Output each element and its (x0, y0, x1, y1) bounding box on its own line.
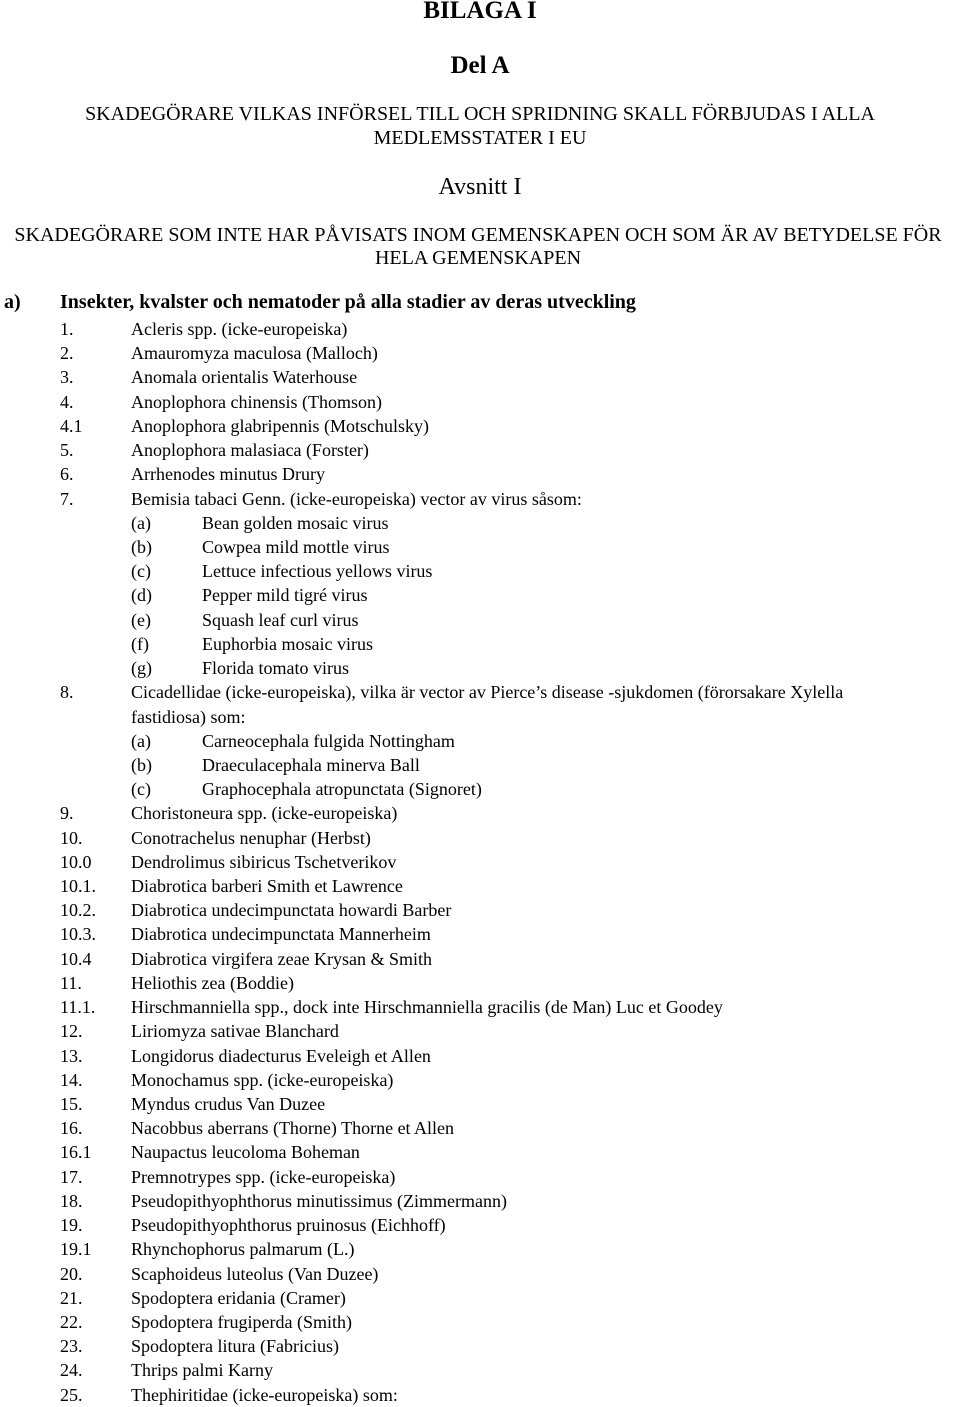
item-text: Anomala orientalis Waterhouse (131, 367, 358, 388)
list-item (0, 1044, 960, 1068)
list-item (0, 995, 960, 1019)
item-text: Florida tomato virus (202, 658, 349, 679)
item-number: 21. (60, 1287, 83, 1308)
list-item (0, 487, 960, 511)
group-marker: a) (4, 291, 21, 313)
list-item (0, 1286, 960, 1310)
item-number: 19.1 (60, 1239, 92, 1260)
item-number: (c) (131, 561, 151, 582)
section-heading-line: SKADEGÖRARE VILKAS INFÖRSEL TILL OCH SPRIDNING SKALL FÖRBJUDAS I ALLA (85, 103, 875, 125)
item-text: Bemisia tabaci Genn. (icke-europeiska) vector av virus såsom: (131, 488, 582, 509)
group-title: Insekter, kvalster och nematoder på alla stadier av deras utveckling (60, 291, 636, 313)
item-number: (a) (131, 512, 151, 533)
list-item (0, 438, 960, 462)
item-text: Cowpea mild mottle virus (202, 536, 390, 557)
list-item (0, 1383, 960, 1407)
part-title: Del A (450, 52, 510, 79)
item-text: Liriomyza sativae Blanchard (131, 1021, 339, 1042)
subsection-heading-line: HELA GEMENSKAPEN (374, 247, 582, 269)
item-text: Squash leaf curl virus (202, 609, 359, 630)
list-item (0, 1116, 960, 1140)
item-number: 23. (60, 1336, 83, 1357)
list-subitem (0, 583, 960, 607)
item-text: Anoplophora malasiaca (Forster) (131, 440, 369, 461)
list-item (0, 1310, 960, 1334)
item-text: Amauromyza maculosa (Malloch) (131, 343, 378, 364)
item-text: Spodoptera litura (Fabricius) (131, 1336, 339, 1357)
list-item (0, 317, 960, 341)
list-subitem (0, 511, 960, 535)
item-number: 10.3. (60, 924, 96, 945)
item-number: (d) (131, 585, 152, 606)
list-subitem (0, 535, 960, 559)
item-text: Thephiritidae (icke-europeiska) som: (131, 1384, 398, 1405)
list-subitem (0, 656, 960, 680)
item-text: fastidiosa) som: (131, 706, 246, 727)
pest-list (0, 317, 960, 1407)
item-text: Pseudopithyophthorus pruinosus (Eichhoff) (131, 1215, 446, 1236)
list-subitem (0, 753, 960, 777)
item-text: Bean golden mosaic virus (202, 512, 389, 533)
item-text: Euphorbia mosaic virus (202, 633, 373, 654)
item-text: Cicadellidae (icke-europeiska), vilka är vector av Pierce’s disease -sjukdomen (förorsakare Xylella (131, 682, 844, 703)
item-text: Heliothis zea (Boddie) (131, 972, 294, 993)
list-item (0, 365, 960, 389)
item-number: (f) (131, 633, 149, 654)
item-number: 10.0 (60, 851, 92, 872)
item-number: 10. (60, 827, 83, 848)
list-item-continuation (0, 705, 960, 729)
list-item (0, 1092, 960, 1116)
item-text: Pseudopithyophthorus minutissimus (Zimmermann) (131, 1190, 507, 1211)
item-number: (g) (131, 658, 152, 679)
list-item (0, 947, 960, 971)
list-subitem (0, 608, 960, 632)
item-number: 16. (60, 1118, 83, 1139)
item-number: 14. (60, 1069, 83, 1090)
item-number: (e) (131, 609, 151, 630)
item-number: 11. (60, 972, 82, 993)
item-number: 25. (60, 1384, 83, 1405)
list-item (0, 971, 960, 995)
item-text: Spodoptera eridania (Cramer) (131, 1287, 346, 1308)
item-number: 19. (60, 1215, 83, 1236)
item-text: Scaphoideus luteolus (Van Duzee) (131, 1263, 379, 1284)
list-item (0, 462, 960, 486)
subsection-heading (0, 224, 960, 270)
item-number: (c) (131, 779, 151, 800)
item-text: Premnotrypes spp. (icke-europeiska) (131, 1166, 396, 1187)
item-text: Nacobbus aberrans (Thorne) Thorne et Allen (131, 1118, 455, 1139)
item-number: 5. (60, 440, 74, 461)
list-item (0, 898, 960, 922)
item-number: 18. (60, 1190, 83, 1211)
item-number: 10.1. (60, 876, 96, 897)
list-item (0, 1334, 960, 1358)
item-text: Rhynchophorus palmarum (L.) (131, 1239, 355, 1260)
item-number: 6. (60, 464, 74, 485)
item-number: 17. (60, 1166, 83, 1187)
list-item (0, 414, 960, 438)
list-item (0, 390, 960, 414)
item-number: 12. (60, 1021, 83, 1042)
item-text: Myndus crudus Van Duzee (131, 1094, 326, 1114)
item-number: 9. (60, 803, 74, 824)
list-item (0, 1165, 960, 1189)
item-text: Anoplophora chinensis (Thomson) (131, 391, 382, 412)
section-heading-line: MEDLEMSSTATER I EU (373, 127, 587, 149)
item-number: 24. (60, 1360, 83, 1381)
item-number: 13. (60, 1045, 83, 1066)
list-subitem (0, 632, 960, 656)
list-item (0, 1189, 960, 1213)
item-text: Graphocephala atropunctata (Signoret) (202, 779, 482, 800)
item-number: 8. (60, 682, 74, 703)
list-item (0, 801, 960, 825)
list-item (0, 341, 960, 365)
item-text: Draeculacephala minerva Ball (202, 754, 420, 775)
item-number: 7. (60, 488, 74, 509)
item-number: 20. (60, 1263, 83, 1284)
list-subitem (0, 729, 960, 753)
list-item (0, 1019, 960, 1043)
list-item (0, 1068, 960, 1092)
item-number: 1. (60, 319, 74, 339)
item-text: Longidorus diadecturus Eveleigh et Allen (131, 1045, 431, 1066)
list-subitem (0, 559, 960, 583)
item-number: 16.1 (60, 1142, 92, 1163)
item-text: Dendrolimus sibiricus Tschetverikov (131, 851, 397, 872)
item-text: Conotrachelus nenuphar (Herbst) (131, 827, 371, 848)
list-item (0, 680, 960, 704)
list-item (0, 1358, 960, 1382)
list-item (0, 922, 960, 946)
item-text: Lettuce infectious yellows virus (202, 561, 433, 582)
list-item (0, 1237, 960, 1261)
item-text: Carneocephala fulgida Nottingham (202, 730, 455, 751)
item-text: Arrhenodes minutus Drury (131, 464, 325, 485)
item-number: 10.4 (60, 948, 92, 969)
subsection-title: Avsnitt I (438, 174, 522, 200)
item-number: (b) (131, 536, 152, 557)
item-text: Spodoptera frugiperda (Smith) (131, 1311, 352, 1332)
item-text: Choristoneura spp. (icke-europeiska) (131, 803, 398, 824)
annex-title: BILAGA I (423, 0, 537, 24)
subsection-heading-line: SKADEGÖRARE SOM INTE HAR PÅVISATS INOM GEMENSKAPEN OCH SOM ÄR AV BETYDELSE FÖR (14, 224, 942, 246)
item-number: 4. (60, 391, 74, 412)
item-number: 11.1. (60, 997, 96, 1018)
item-text: Naupactus leucoloma Boheman (131, 1142, 360, 1163)
list-item (0, 1213, 960, 1237)
item-number: 4.1 (60, 415, 83, 436)
item-text: Pepper mild tigré virus (202, 585, 368, 606)
item-number: 15. (60, 1094, 83, 1114)
list-item (0, 1262, 960, 1286)
list-subitem (0, 777, 960, 801)
item-text: Anoplophora glabripennis (Motschulsky) (131, 415, 429, 436)
item-text: Acleris spp. (icke-europeiska) (131, 319, 348, 339)
item-text: Monochamus spp. (icke-europeiska) (131, 1069, 394, 1090)
list-item (0, 826, 960, 850)
item-number: (a) (131, 730, 151, 751)
item-text: Thrips palmi Karny (131, 1360, 273, 1381)
item-text: Diabrotica undecimpunctata Mannerheim (131, 924, 431, 945)
item-number: 22. (60, 1311, 83, 1332)
section-heading (0, 102, 960, 150)
item-number: 2. (60, 343, 74, 364)
item-text: Hirschmanniella spp., dock inte Hirschmanniella gracilis (de Man) Luc et Goodey (131, 997, 723, 1018)
item-number: (b) (131, 754, 152, 775)
list-item (0, 874, 960, 898)
item-number: 3. (60, 367, 74, 388)
item-text: Diabrotica barberi Smith et Lawrence (131, 876, 403, 897)
list-item (0, 850, 960, 874)
list-item (0, 1140, 960, 1164)
item-number: 10.2. (60, 900, 96, 921)
item-text: Diabrotica undecimpunctata howardi Barber (131, 900, 452, 921)
item-text: Diabrotica virgifera zeae Krysan & Smith (131, 948, 433, 969)
